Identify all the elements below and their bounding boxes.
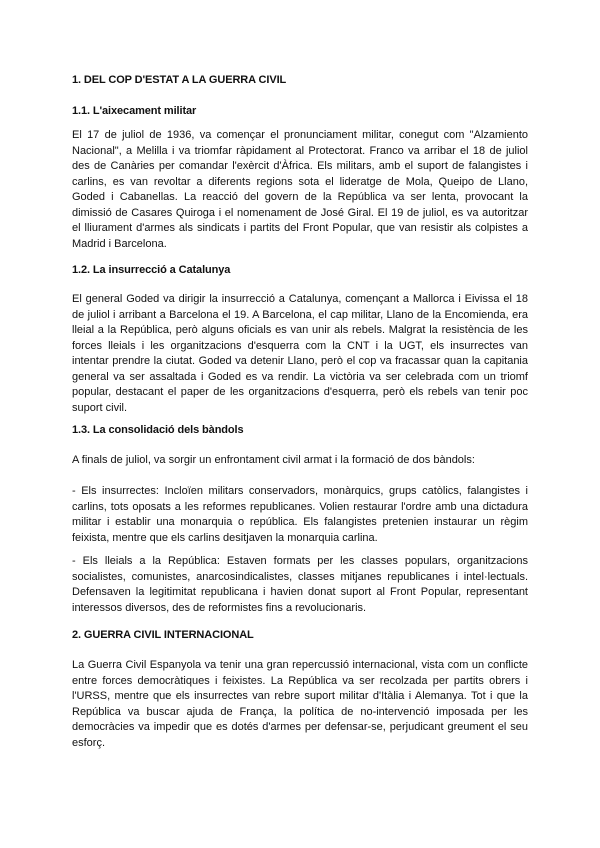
paragraph: [72, 484, 528, 546]
paragraph-line: militar i establir una monarquia o república. Els falangistes pretenien instaurar un règim: [72, 516, 528, 528]
paragraph: [72, 453, 528, 469]
paragraph-line: general va ser assaltada i Goded es va rendir. La victòria va ser celebrada com un triomf: [72, 370, 528, 383]
paragraph: [72, 554, 528, 616]
paragraph-line: interessos diversos, des de reformistes fins a revolucionaris.: [72, 601, 367, 614]
paragraph-line: - Els lleials a la República: Estaven formats per les classes populars, organitzacions: [72, 555, 528, 567]
paragraph-line: feixista, mentre que els carlins desitjaven la monarquia carlina.: [72, 531, 378, 544]
paragraph: [72, 658, 528, 751]
paragraph-line: carlins, tots oposats a les reformes republicanes. Volien restaurar l'ordre amb una dictadura: [72, 500, 528, 513]
paragraph-line: forces lleials i les organitzacions d'esquerra com la CNT i la UGT, els insurrectes van: [72, 339, 528, 352]
paragraph-line: el lliurament d'armes als sindicats i partits del Front Popular, que van resistir als colpistes a: [72, 222, 528, 234]
paragraph: [72, 128, 528, 252]
paragraph-line: República va buscar ajuda de França, la política de no-intervenció imposada per les: [72, 705, 528, 718]
paragraph-line: lleial a la República, però alguns oficials es van unir als rebels. Malgrat la resistència de les: [72, 324, 528, 336]
section-heading: 2. GUERRA CIVIL INTERNACIONAL: [72, 629, 254, 641]
paragraph-line: entre forces democràtiques i feixistes. La República va ser recolzada per partits obrers i: [72, 674, 528, 687]
paragraph-line: popular, destacant el paper de les organitzacions d'esquerra, però els rebels van tenir poc: [72, 386, 528, 398]
paragraph-line: suport civil.: [72, 401, 128, 414]
paragraph-line: Madrid i Barcelona.: [72, 237, 167, 250]
paragraph-line: des de Canàries per comandar l'exèrcit d'Àfrica. Els militars, amb el suport de falangistes i: [72, 160, 528, 172]
paragraph-line: A finals de juliol, va sorgir un enfrontament civil armat i la formació de dos bàndols:: [72, 454, 475, 466]
section-heading: 1.2. La insurrecció a Catalunya: [72, 264, 231, 276]
paragraph-line: Nacional", a Melilla i va triomfar ràpidament al Protectorat. Franco va arribar el 18 de juliol: [72, 144, 528, 157]
paragraph-line: carlins, es van revoltar a diferents regions sota el lideratge de Mola, Queipo de Llano,: [72, 175, 528, 188]
paragraph-line: El general Goded va dirigir la insurrecció a Catalunya, començant a Mallorca i Eivissa el 18: [72, 293, 528, 305]
paragraph-line: - Els insurrectes: Incloïen militars conservadors, monàrquics, grups catòlics, falangistes i: [72, 485, 528, 497]
paragraph-line: de juliol i arribant a Barcelona el 19. A Barcelona, el cap militar, Llano de la Encomienda, era: [72, 308, 528, 321]
paragraph-line: intentar prendre la ciutat. Goded va detenir Llano, però el cop va fracassar quan la capitania: [72, 355, 528, 367]
paragraph-line: socialistes, comunistes, anarcosindicalistes, classes mitjanes republicanes i intel·lectuals.: [72, 570, 528, 583]
paragraph-line: La Guerra Civil Espanyola va tenir una gran repercussió internacional, vista com un conflicte: [72, 659, 528, 671]
paragraph-line: democràcies va impedir que es dotés d'armes per defensar-se, perjudicant greument el seu: [72, 721, 528, 733]
paragraph-line: dimissió de Casares Quiroga i el nomenament de José Giral. El 19 de juliol, es va autoritzar: [72, 206, 528, 219]
section-heading: 1. DEL COP D'ESTAT A LA GUERRA CIVIL: [72, 74, 287, 86]
section-heading: 1.1. L'aixecament militar: [72, 105, 197, 117]
paragraph-line: Goded i Cabanellas. La reacció del govern de la República va ser lenta, provocant la: [72, 191, 528, 203]
paragraph: [72, 292, 528, 416]
paragraph-line: l'URSS, mentre que els insurrectes van rebre suport militar d'Itàlia i Alemanya. Tot i que la: [72, 690, 528, 702]
paragraph-line: esforç.: [72, 736, 106, 749]
paragraph-line: El 17 de juliol de 1936, va començar el pronunciament militar, conegut com "Alzamiento: [72, 129, 528, 141]
section-heading: 1.3. La consolidació dels bàndols: [72, 424, 244, 436]
paragraph-line: Defensaven la legitimitat republicana i havien donat suport al Front Popular, representant: [72, 586, 528, 598]
